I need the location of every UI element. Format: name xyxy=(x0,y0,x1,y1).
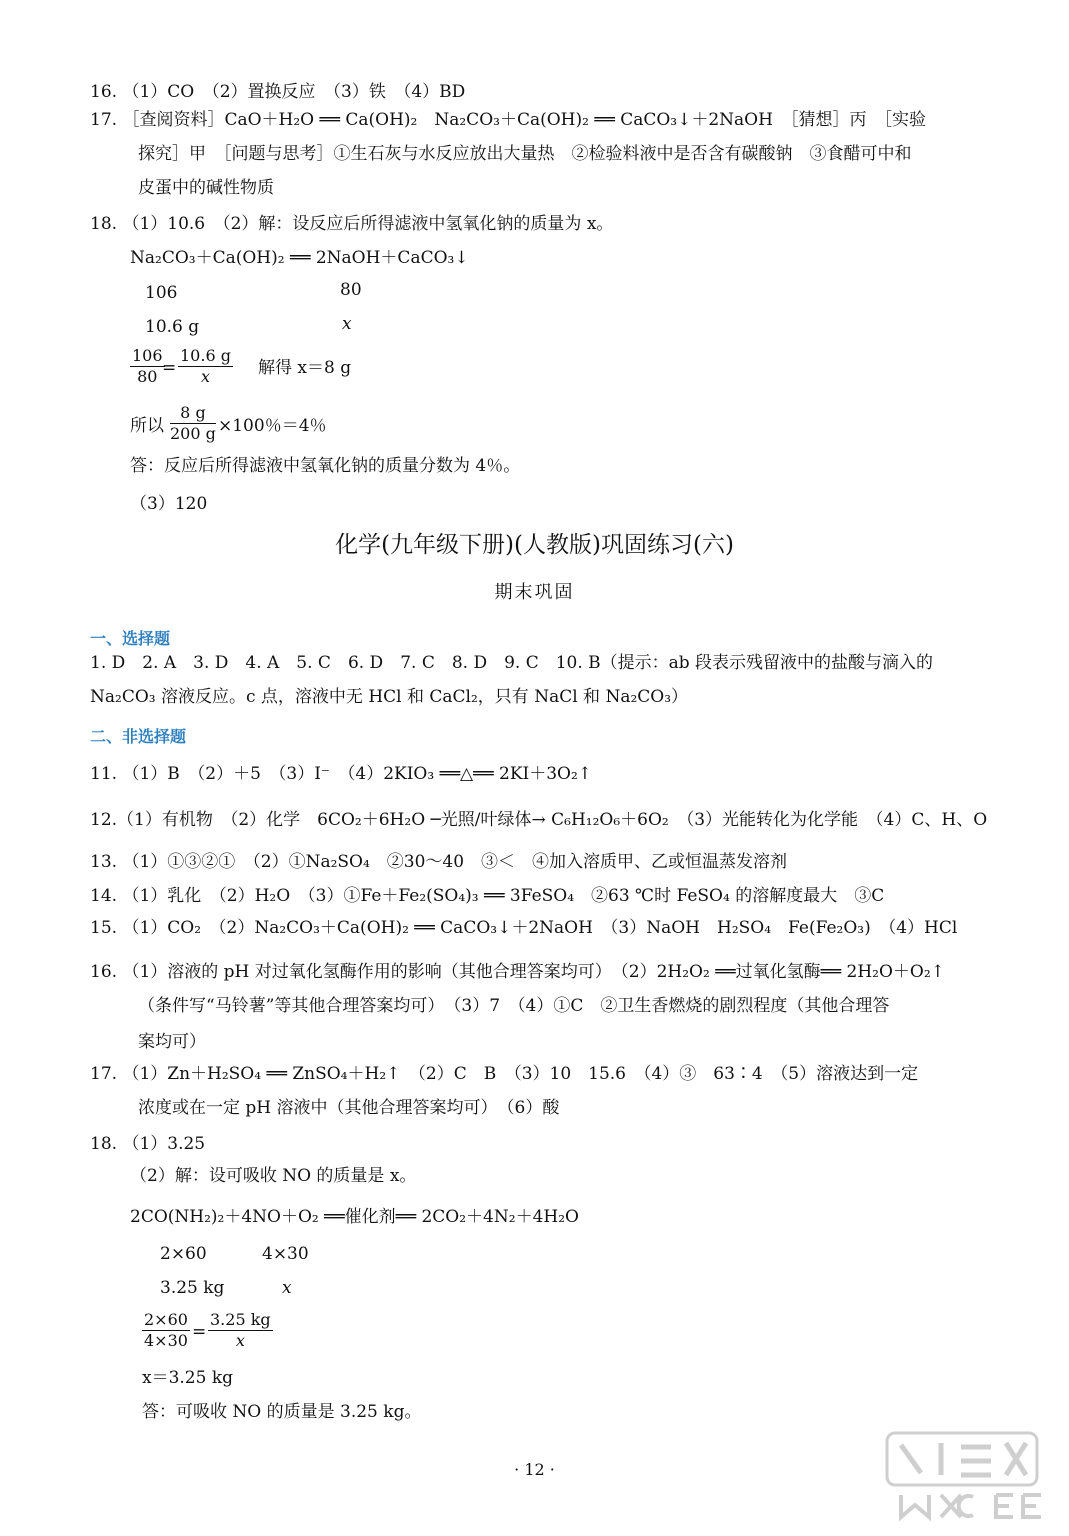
equals-sign: = xyxy=(192,1322,207,1342)
fraction-numerator: 106 xyxy=(132,346,163,365)
page-title: 化学(九年级下册)(人教版)巩固练习(六) xyxy=(335,532,734,558)
q18-fraction-1 xyxy=(130,346,165,387)
q17-answer-line2: 探究］甲 ［问题与思考］①生石灰与水反应放出大量热 ②检验料液中是否含有碳酸钠 ③食醋可中和 xyxy=(138,144,912,164)
page-subtitle: 期末巩固 xyxy=(494,582,575,603)
fraction-denominator: 80 xyxy=(137,367,158,386)
section-heading-nonchoice: 二、非选择题 xyxy=(90,727,187,746)
q18-mass-1: 10.6 g xyxy=(145,317,200,337)
mc-answers-line2: Na₂CO₃ 溶液反应。c 点，溶液中无 HCl 和 CaCl₂，只有 NaCl 和 Na₂CO₃） xyxy=(90,687,689,707)
q18-mass-2: x xyxy=(342,314,352,334)
fraction-numerator: 8 g xyxy=(170,403,216,424)
q17-answer-line3: 皮蛋中的碱性物质 xyxy=(138,178,274,198)
fraction-numerator: 10.6 g xyxy=(180,346,231,365)
mc-answers-line1: 1. D 2. A 3. D 4. A 5. C 6. D 7. C 8. D 9. C 10. B（提示：ab 段表示残留液中的盐酸与滴入的 xyxy=(90,653,934,673)
fraction-denominator: 200 g xyxy=(170,424,216,443)
section-heading-choice: 一、选择题 xyxy=(90,629,171,648)
q18b-mass-1: 3.25 kg xyxy=(160,1278,225,1298)
watermark-logo-icon xyxy=(881,1425,1051,1525)
page-number: · 12 · xyxy=(514,1460,555,1479)
q18b-answer-line1: 18. （1）3.25 xyxy=(90,1134,206,1154)
q18-so-label: 所以 xyxy=(130,416,164,436)
q18b-answer-line2: （2）解：设可吸收 NO 的质量是 x。 xyxy=(130,1166,417,1186)
q16b-answer-line3: 案均可） xyxy=(138,1032,206,1052)
q12-answer: 12.（1）有机物 （2）化学 6CO₂＋6H₂O ─光照/叶绿体→ C₆H₁₂O₆＋6O₂ （3）光能转化为化学能 （4）C、H、O xyxy=(90,810,988,830)
q17-answer-line1: 17. ［查阅资料］CaO＋H₂O ══ Ca(OH)₂ Na₂CO₃＋Ca(OH)₂ ══ CaCO₃↓＋2NaOH ［猜想］丙 ［实验 xyxy=(90,110,926,130)
q18b-molar-mass-2: 4×30 xyxy=(262,1244,309,1264)
q15-answer: 15. （1）CO₂ （2）Na₂CO₃＋Ca(OH)₂ ══ CaCO₃↓＋2NaOH （3）NaOH H₂SO₄ Fe(Fe₂O₃) （4）HCl xyxy=(90,918,958,938)
fraction-numerator: 3.25 kg xyxy=(210,1310,271,1329)
q18b-mass-2: x xyxy=(282,1278,292,1298)
q18-molar-mass-1: 106 xyxy=(145,283,178,303)
fraction-denominator: x xyxy=(200,367,210,386)
fraction-numerator: 2×60 xyxy=(144,1310,188,1329)
q18-fraction-2 xyxy=(178,346,233,387)
q14-answer: 14. （1）乳化 （2）H₂O （3）①Fe＋Fe₂(SO₄)₃ ══ 3FeSO₄ ②63 ℃时 FeSO₄ 的溶解度最大 ③C xyxy=(90,886,885,906)
fraction-denominator: 4×30 xyxy=(144,1331,188,1350)
q16b-answer-line2: （条件写“马铃薯”等其他合理答案均可） （3）7 （4）①C ②卫生香燃烧的剧烈程度（其他合理答 xyxy=(138,996,890,1016)
q18b-fraction-1 xyxy=(142,1310,190,1351)
q18-part3: （3）120 xyxy=(130,494,208,514)
q18b-fraction-2 xyxy=(208,1310,273,1351)
q18-fraction-3 xyxy=(170,403,216,444)
q13-answer: 13. （1）①③②① （2）①Na₂SO₄ ②30～40 ③＜ ④加入溶质甲、乙或恒温蒸发溶剂 xyxy=(90,852,788,872)
q18-percentage: ×100％＝4％ xyxy=(218,416,327,436)
q18b-answer-statement: 答：可吸收 NO 的质量是 3.25 kg。 xyxy=(142,1402,422,1422)
q18-molar-mass-2: 80 xyxy=(340,280,362,300)
q16b-answer-line1: 16. （1）溶液的 pH 对过氧化氢酶作用的影响（其他合理答案均可） （2）2H₂O₂ ══过氧化氢酶══ 2H₂O＋O₂↑ xyxy=(90,962,945,982)
q18b-equation: 2CO(NH₂)₂＋4NO＋O₂ ══催化剂══ 2CO₂＋4N₂＋4H₂O xyxy=(130,1207,579,1227)
q18-answer-statement: 答：反应后所得滤液中氢氧化钠的质量分数为 4％。 xyxy=(130,456,521,476)
equals-sign: = xyxy=(162,358,177,378)
q18-equation: Na₂CO₃＋Ca(OH)₂ ══ 2NaOH＋CaCO₃↓ xyxy=(130,248,469,268)
q17b-answer-line1: 17. （1）Zn＋H₂SO₄ ══ ZnSO₄＋H₂↑ （2）C B （3）10 15.6 （4）③ 63∶4 （5）溶液达到一定 xyxy=(90,1064,919,1084)
q17b-answer-line2: 浓度或在一定 pH 溶液中（其他合理答案均可） （6）酸 xyxy=(138,1098,560,1118)
q18-answer-line1: 18. （1）10.6 （2）解：设反应后所得滤液中氢氧化钠的质量为 x。 xyxy=(90,214,614,234)
q16-answer: 16. （1）CO （2）置换反应 （3）铁 （4）BD xyxy=(90,82,466,102)
q18-result: 解得 x＝8 g xyxy=(258,358,352,378)
q18b-molar-mass-1: 2×60 xyxy=(160,1244,207,1264)
q11-answer: 11. （1）B （2）＋5 （3）I⁻ （4）2KIO₃ ══△══ 2KI＋3O₂↑ xyxy=(90,764,593,784)
q18b-result: x＝3.25 kg xyxy=(142,1368,234,1388)
fraction-denominator: x xyxy=(235,1331,245,1350)
